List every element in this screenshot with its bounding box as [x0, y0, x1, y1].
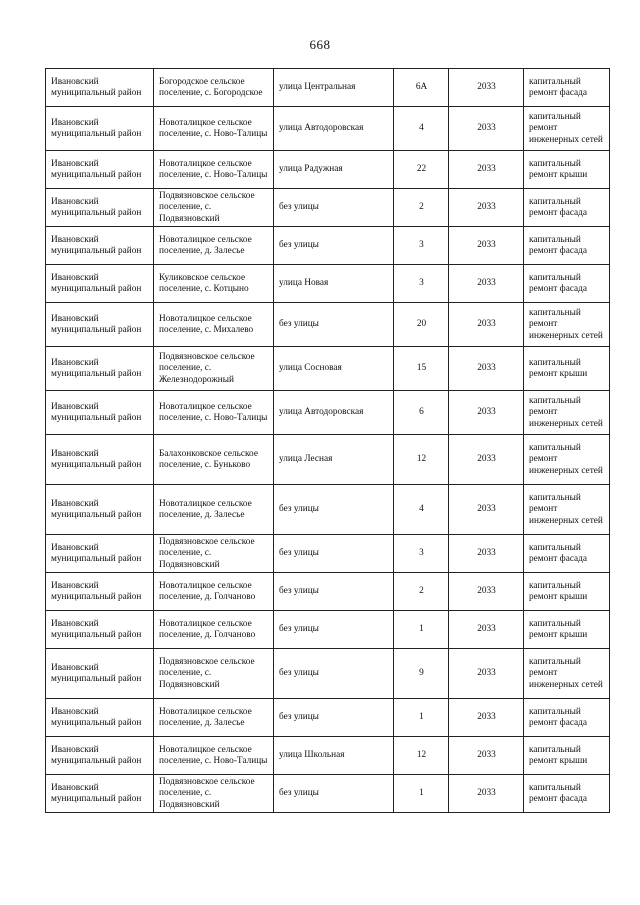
cell-year: 2033 [449, 265, 524, 303]
cell-work: капитальный ремонт фасада [524, 535, 610, 573]
cell-work: капитальный ремонт фасада [524, 699, 610, 737]
cell-work: капитальный ремонт фасада [524, 227, 610, 265]
cell-year: 2033 [449, 737, 524, 775]
cell-work: капитальный ремонт фасада [524, 775, 610, 813]
cell-settlement: Подвязновское сельское поселение, с. Подвязновский [154, 535, 274, 573]
cell-year: 2033 [449, 775, 524, 813]
cell-street: улица Радужная [274, 151, 394, 189]
cell-settlement: Новоталицкое сельское поселение, с. Ново-Талицы [154, 391, 274, 435]
cell-number: 12 [394, 737, 449, 775]
cell-settlement: Новоталицкое сельское поселение, д. Залесье [154, 485, 274, 535]
cell-street: без улицы [274, 699, 394, 737]
table-body [46, 69, 610, 813]
cell-number: 4 [394, 107, 449, 151]
table-row [46, 775, 610, 813]
table-row [46, 485, 610, 535]
cell-number: 6 [394, 391, 449, 435]
cell-year: 2033 [449, 649, 524, 699]
cell-work: капитальный ремонт крыши [524, 611, 610, 649]
table-row [46, 265, 610, 303]
cell-work: капитальный ремонт крыши [524, 347, 610, 391]
cell-number: 1 [394, 611, 449, 649]
table-row [46, 107, 610, 151]
table-row [46, 737, 610, 775]
cell-street: без улицы [274, 775, 394, 813]
cell-work: капитальный ремонт крыши [524, 151, 610, 189]
cell-number: 1 [394, 699, 449, 737]
page-number: 668 [309, 37, 331, 52]
cell-number: 15 [394, 347, 449, 391]
cell-street: улица Автодоровская [274, 391, 394, 435]
cell-street: без улицы [274, 611, 394, 649]
cell-number: 20 [394, 303, 449, 347]
cell-street: улица Центральная [274, 69, 394, 107]
table-row [46, 151, 610, 189]
cell-year: 2033 [449, 303, 524, 347]
cell-year: 2033 [449, 535, 524, 573]
table-row [46, 649, 610, 699]
cell-work: капитальный ремонт инженерных сетей [524, 435, 610, 485]
cell-year: 2033 [449, 347, 524, 391]
table-row [46, 227, 610, 265]
cell-district: Ивановский муниципальный район [46, 189, 154, 227]
cell-number: 22 [394, 151, 449, 189]
cell-year: 2033 [449, 699, 524, 737]
cell-number: 3 [394, 227, 449, 265]
cell-street: без улицы [274, 189, 394, 227]
cell-year: 2033 [449, 151, 524, 189]
table-row [46, 69, 610, 107]
cell-settlement: Новоталицкое сельское поселение, д. Голчаново [154, 573, 274, 611]
cell-number: 2 [394, 189, 449, 227]
cell-work: капитальный ремонт крыши [524, 737, 610, 775]
cell-district: Ивановский муниципальный район [46, 391, 154, 435]
cell-street: без улицы [274, 649, 394, 699]
cell-year: 2033 [449, 573, 524, 611]
cell-work: капитальный ремонт инженерных сетей [524, 391, 610, 435]
cell-district: Ивановский муниципальный район [46, 303, 154, 347]
cell-street: без улицы [274, 485, 394, 535]
cell-settlement: Новоталицкое сельское поселение, с. Ново-Талицы [154, 107, 274, 151]
cell-district: Ивановский муниципальный район [46, 151, 154, 189]
table-row [46, 699, 610, 737]
cell-settlement: Новоталицкое сельское поселение, д. Голчаново [154, 611, 274, 649]
cell-district: Ивановский муниципальный район [46, 265, 154, 303]
cell-settlement: Новоталицкое сельское поселение, с. Ново-Талицы [154, 737, 274, 775]
cell-number: 1 [394, 775, 449, 813]
cell-work: капитальный ремонт крыши [524, 573, 610, 611]
table-row [46, 391, 610, 435]
cell-work: капитальный ремонт фасада [524, 69, 610, 107]
cell-settlement: Подвязновское сельское поселение, с. Подвязновский [154, 189, 274, 227]
cell-district: Ивановский муниципальный район [46, 573, 154, 611]
cell-district: Ивановский муниципальный район [46, 69, 154, 107]
cell-number: 2 [394, 573, 449, 611]
table-row [46, 189, 610, 227]
cell-settlement: Новоталицкое сельское поселение, д. Залесье [154, 227, 274, 265]
cell-settlement: Куликовское сельское поселение, с. Котцыно [154, 265, 274, 303]
cell-district: Ивановский муниципальный район [46, 699, 154, 737]
cell-street: без улицы [274, 303, 394, 347]
cell-district: Ивановский муниципальный район [46, 485, 154, 535]
cell-settlement: Новоталицкое сельское поселение, с. Ново-Талицы [154, 151, 274, 189]
cell-settlement: Балахонковское сельское поселение, с. Буньково [154, 435, 274, 485]
table-row [46, 573, 610, 611]
cell-year: 2033 [449, 227, 524, 265]
cell-work: капитальный ремонт инженерных сетей [524, 485, 610, 535]
cell-year: 2033 [449, 391, 524, 435]
cell-street: улица Автодоровская [274, 107, 394, 151]
cell-street: без улицы [274, 573, 394, 611]
cell-district: Ивановский муниципальный район [46, 347, 154, 391]
cell-year: 2033 [449, 107, 524, 151]
cell-work: капитальный ремонт инженерных сетей [524, 303, 610, 347]
cell-settlement: Новоталицкое сельское поселение, с. Михалево [154, 303, 274, 347]
cell-district: Ивановский муниципальный район [46, 227, 154, 265]
cell-district: Ивановский муниципальный район [46, 611, 154, 649]
cell-number: 9 [394, 649, 449, 699]
table-row [46, 347, 610, 391]
cell-number: 3 [394, 265, 449, 303]
cell-number: 12 [394, 435, 449, 485]
cell-settlement: Подвязновское сельское поселение, с. Подвязновский [154, 775, 274, 813]
cell-year: 2033 [449, 611, 524, 649]
cell-district: Ивановский муниципальный район [46, 535, 154, 573]
cell-work: капитальный ремонт инженерных сетей [524, 107, 610, 151]
table-row [46, 535, 610, 573]
cell-settlement: Богородское сельское поселение, с. Богородское [154, 69, 274, 107]
cell-number: 3 [394, 535, 449, 573]
cell-street: улица Сосновая [274, 347, 394, 391]
cell-work: капитальный ремонт фасада [524, 265, 610, 303]
cell-district: Ивановский муниципальный район [46, 435, 154, 485]
cell-year: 2033 [449, 485, 524, 535]
cell-work: капитальный ремонт фасада [524, 189, 610, 227]
cell-district: Ивановский муниципальный район [46, 775, 154, 813]
cell-settlement: Подвязновское сельское поселение, с. Подвязновский [154, 649, 274, 699]
cell-number: 4 [394, 485, 449, 535]
cell-work: капитальный ремонт инженерных сетей [524, 649, 610, 699]
table-row [46, 611, 610, 649]
cell-settlement: Подвязновское сельское поселение, с. Железнодорожный [154, 347, 274, 391]
housing-repair-table [45, 68, 610, 813]
cell-street: улица Лесная [274, 435, 394, 485]
cell-district: Ивановский муниципальный район [46, 737, 154, 775]
cell-year: 2033 [449, 69, 524, 107]
cell-district: Ивановский муниципальный район [46, 649, 154, 699]
table-row [46, 435, 610, 485]
cell-street: улица Новая [274, 265, 394, 303]
cell-year: 2033 [449, 189, 524, 227]
cell-district: Ивановский муниципальный район [46, 107, 154, 151]
cell-number: 6А [394, 69, 449, 107]
cell-street: без улицы [274, 535, 394, 573]
cell-year: 2033 [449, 435, 524, 485]
table-row [46, 303, 610, 347]
cell-settlement: Новоталицкое сельское поселение, д. Залесье [154, 699, 274, 737]
cell-street: улица Школьная [274, 737, 394, 775]
cell-street: без улицы [274, 227, 394, 265]
